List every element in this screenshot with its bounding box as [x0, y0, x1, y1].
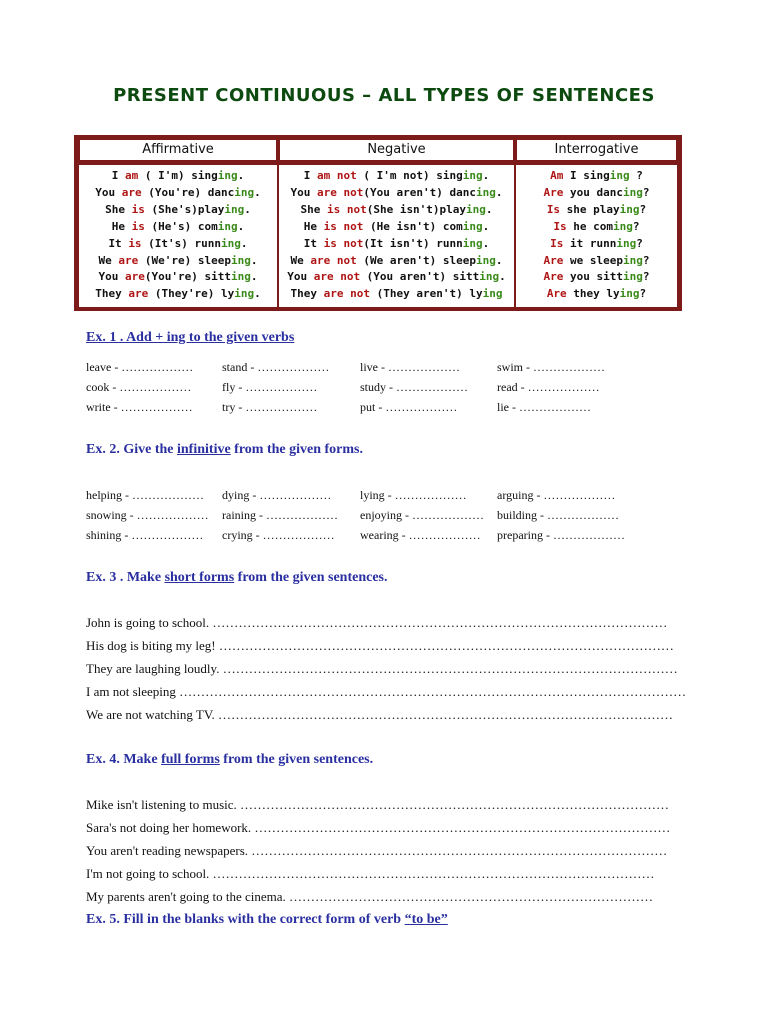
interrogative-part: ?	[642, 185, 650, 199]
affirmative-part: .	[237, 219, 245, 233]
interrogative-part: you danc	[563, 185, 623, 199]
affirmative-sentence	[79, 286, 277, 303]
negative-part: ing	[462, 169, 483, 182]
affirmative-part: ing	[230, 253, 251, 267]
interrogative-part: it runn	[563, 236, 617, 250]
negative-sentence	[279, 185, 514, 202]
ex2-word-item: raining - ………………	[222, 508, 338, 522]
affirmative-part: (You're) danc	[141, 185, 235, 199]
negative-part: (They aren't) ly	[370, 287, 483, 301]
interrogative-sentence	[516, 253, 677, 270]
interrogative-part: ?	[642, 253, 650, 267]
interrogative-part: Am	[550, 169, 564, 182]
affirmative-part: are	[118, 253, 139, 267]
interrogative-sentence	[516, 219, 677, 236]
negative-part: are not	[323, 287, 370, 301]
affirmative-part: (You're) sitt	[144, 270, 231, 284]
affirmative-part: is	[131, 219, 145, 233]
interrogative-part: ing	[613, 219, 633, 233]
affirmative-part: ing	[224, 202, 245, 216]
ex3-sentence-item: We are not watching TV. ……………………………………………………………………………………………	[86, 707, 674, 722]
negative-part: are not	[310, 253, 357, 267]
affirmative-part: is	[131, 202, 145, 216]
negative-part: (You aren't) danc	[363, 185, 476, 199]
affirmative-part: .	[244, 202, 251, 216]
interrogative-part: Is	[546, 202, 561, 216]
exercise-5-label-start: Ex. 5. Fill in the blanks with the correct form of verb	[86, 912, 405, 927]
ex3-sentence-item: John is going to school. ……………………………………………………………………………………………	[86, 615, 668, 630]
negative-part: I	[303, 169, 318, 182]
exercise-3-label-end: from the given sentences.	[234, 570, 388, 585]
negative-part: is not	[323, 219, 364, 233]
ex3-sentence-item: I am not sleeping ………………………………………………………………………………………………………	[86, 684, 686, 699]
ex4-sentence-item: My parents aren't going to the cinema. …………………………………………………………………………	[86, 889, 654, 904]
affirmative-part: ing	[230, 270, 251, 284]
negative-part: You	[290, 185, 318, 199]
ex2-word-item: helping - ………………	[86, 488, 204, 502]
exercise-2-label-end: from the given forms.	[230, 442, 363, 457]
negative-part: She	[300, 202, 327, 216]
ex2-word-item: dying - ………………	[222, 488, 332, 502]
affirmative-sentence	[79, 236, 277, 253]
negative-part: is not	[326, 202, 367, 216]
ex4-sentence-item: Sara's not doing her homework. ……………………………………………………………………………………	[86, 820, 671, 835]
negative-part: .	[499, 270, 506, 284]
negative-part: ing	[482, 287, 503, 301]
ex2-word-item: lying - ………………	[360, 488, 467, 502]
affirmative-part: (She's)play	[144, 202, 225, 216]
interrogative-sentence	[516, 168, 677, 185]
affirmative-part: (It's) runn	[141, 236, 222, 250]
ex4-sentence-item: You aren't reading newspapers. ……………………………………………………………………………………	[86, 843, 668, 858]
affirmative-part: ing	[217, 169, 238, 182]
affirmative-sentence	[79, 168, 277, 185]
negative-part: am not	[317, 169, 357, 182]
exercise-1-label: Ex. 1 . Add + ing to the given verbs	[86, 330, 295, 345]
negative-sentence	[279, 269, 514, 286]
exercise-2-label-underlined: infinitive	[177, 442, 231, 457]
negative-part: are not	[317, 185, 364, 199]
ex3-sentence-item: His dog is biting my leg! ……………………………………………………………………………………………	[86, 638, 674, 653]
interrogative-part: ing	[622, 270, 643, 284]
ex1-word-item: read - ………………	[497, 380, 600, 394]
interrogative-part: ing	[622, 185, 643, 199]
negative-part: (You aren't) sitt	[360, 270, 480, 284]
interrogative-part: ?	[642, 270, 650, 284]
negative-part: is not	[323, 236, 364, 250]
interrogative-part: Is	[550, 236, 564, 250]
affirmative-part: They	[95, 287, 129, 301]
affirmative-part: .	[254, 185, 261, 199]
interrogative-part: Are	[543, 253, 564, 267]
negative-sentence	[279, 168, 514, 185]
negative-part: We	[290, 253, 311, 267]
ex1-word-item: lie - ………………	[497, 400, 591, 414]
affirmative-sentence	[79, 219, 277, 236]
ex2-word-item: building - ………………	[497, 508, 619, 522]
interrogative-part: Is	[553, 219, 567, 233]
negative-part: ing	[475, 253, 496, 267]
interrogative-sentence	[516, 202, 677, 219]
exercise-4-label-end: from the given sentences.	[219, 752, 374, 767]
interrogative-part: ?	[639, 202, 647, 216]
negative-part: .	[482, 236, 490, 250]
affirmative-part: ing	[221, 236, 241, 250]
affirmative-part: ing	[234, 185, 255, 199]
interrogative-part: you sitt	[563, 270, 623, 284]
interrogative-part: he com	[566, 219, 614, 233]
affirmative-part: I	[111, 169, 125, 182]
affirmative-part: You	[98, 270, 126, 284]
negative-part: .	[482, 219, 490, 233]
interrogative-part: they ly	[566, 287, 620, 301]
affirmative-part: are	[121, 185, 142, 199]
ex2-word-item: snowing - ………………	[86, 508, 209, 522]
exercise-2-label-start: Ex. 2. Give the	[86, 442, 177, 457]
affirmative-part: ing	[217, 219, 238, 233]
affirmative-column	[79, 165, 277, 307]
header-interrogative: Interrogative	[516, 139, 677, 161]
grammar-table	[74, 135, 682, 311]
negative-part: They	[290, 287, 324, 301]
ex1-word-item: leave - ………………	[86, 360, 194, 374]
interrogative-part: ing	[619, 202, 640, 216]
affirmative-part: .	[250, 270, 258, 284]
interrogative-part: ing	[616, 236, 637, 250]
affirmative-part: are	[125, 270, 145, 284]
exercise-5-label-underlined: “to be”	[404, 912, 448, 927]
interrogative-column	[516, 165, 677, 307]
affirmative-part: .	[254, 287, 261, 301]
negative-part: He	[303, 219, 324, 233]
ex4-sentence-item: Mike isn't listening to music. ………………………………………………………………………………………	[86, 797, 670, 812]
negative-part: .	[482, 169, 490, 182]
exercise-4-label-underlined: full forms	[161, 752, 220, 767]
header-affirmative: Affirmative	[79, 139, 277, 161]
affirmative-part: are	[128, 287, 149, 301]
ex1-word-item: try - ………………	[222, 400, 318, 414]
ex3-sentence-item: They are laughing loudly. ……………………………………………………………………………………………	[86, 661, 678, 676]
negative-part: ing	[479, 270, 500, 284]
ex1-word-item: swim - ………………	[497, 360, 605, 374]
interrogative-sentence	[516, 286, 677, 303]
affirmative-part: He	[111, 219, 132, 233]
interrogative-part: ing	[622, 253, 643, 267]
affirmative-part: .	[240, 236, 248, 250]
ex1-word-item: write - ………………	[86, 400, 193, 414]
negative-part: ( I'm not) sing	[356, 169, 463, 182]
interrogative-part: ?	[629, 169, 643, 182]
affirmative-sentence	[79, 185, 277, 202]
interrogative-part: ?	[636, 236, 643, 250]
exercise-4-heading	[86, 752, 373, 768]
interrogative-sentence	[516, 185, 677, 202]
negative-sentence	[279, 253, 514, 270]
affirmative-part: ing	[234, 287, 255, 301]
affirmative-sentence	[79, 269, 277, 286]
affirmative-part: We	[98, 253, 119, 267]
affirmative-part: (We're) sleep	[138, 253, 231, 267]
interrogative-part: ?	[632, 219, 640, 233]
ex2-word-item: enjoying - ………………	[360, 508, 484, 522]
negative-part: (We aren't) sleep	[356, 253, 476, 267]
interrogative-sentence	[516, 269, 677, 286]
negative-part: (It isn't) runn	[363, 236, 463, 250]
negative-part: (She isn't)play	[366, 202, 467, 216]
exercise-1-heading	[86, 330, 294, 346]
ex1-word-item: cook - ………………	[86, 380, 192, 394]
interrogative-part: ing	[609, 169, 630, 182]
affirmative-part: ( I'm) sing	[138, 169, 218, 182]
negative-sentence	[279, 202, 514, 219]
affirmative-part: .	[237, 169, 245, 182]
negative-sentence	[279, 286, 514, 303]
ex1-word-item: fly - ………………	[222, 380, 318, 394]
affirmative-part: You	[95, 185, 122, 199]
ex1-word-item: live - ………………	[360, 360, 460, 374]
exercise-3-label-underlined: short forms	[164, 570, 235, 585]
ex2-word-item: shining - ………………	[86, 528, 204, 542]
affirmative-part: (He's) com	[144, 219, 218, 233]
affirmative-part: .	[250, 253, 258, 267]
negative-part: .	[485, 202, 493, 216]
affirmative-part: She	[105, 202, 132, 216]
exercise-4-label-start: Ex. 4. Make	[86, 752, 162, 767]
ex2-word-item: crying - ………………	[222, 528, 335, 542]
affirmative-part: am	[125, 169, 139, 182]
negative-part: It	[303, 236, 324, 250]
negative-column	[279, 165, 514, 307]
negative-part: (He isn't) com	[363, 219, 463, 233]
ex1-word-item: study - ………………	[360, 380, 468, 394]
interrogative-sentence	[516, 236, 677, 253]
affirmative-sentence	[79, 202, 277, 219]
affirmative-part: is	[128, 236, 142, 250]
negative-part: .	[495, 253, 503, 267]
negative-part: ing	[475, 185, 496, 199]
header-negative: Negative	[279, 139, 514, 161]
affirmative-sentence	[79, 253, 277, 270]
affirmative-part: It	[108, 236, 129, 250]
interrogative-part: Are	[546, 287, 567, 301]
ex2-word-item: wearing - ………………	[360, 528, 481, 542]
page-title: PRESENT CONTINUOUS – ALL TYPES OF SENTENCES	[113, 85, 655, 106]
negative-part: ing	[466, 202, 486, 216]
interrogative-part: I sing	[563, 169, 610, 182]
negative-part: ing	[462, 219, 483, 233]
interrogative-part: Are	[543, 270, 564, 284]
ex4-sentence-item: I'm not going to school. …………………………………………………………………………………………	[86, 866, 655, 881]
ex1-word-item: stand - ………………	[222, 360, 330, 374]
exercise-2-heading	[86, 442, 363, 458]
interrogative-part: ?	[639, 287, 647, 301]
negative-sentence	[279, 219, 514, 236]
negative-part: are not	[313, 270, 361, 284]
exercise-3-heading	[86, 570, 388, 586]
interrogative-part: ing	[619, 287, 640, 301]
exercise-5-heading	[86, 912, 448, 928]
ex1-word-item: put - ………………	[360, 400, 458, 414]
interrogative-part: Are	[543, 185, 564, 199]
negative-part: ing	[462, 236, 483, 250]
negative-sentence	[279, 236, 514, 253]
ex2-word-item: arguing - ………………	[497, 488, 616, 502]
affirmative-part: (They're) ly	[148, 287, 235, 301]
exercise-3-label-start: Ex. 3 . Make	[86, 570, 165, 585]
ex2-word-item: preparing - ………………	[497, 528, 625, 542]
negative-part: You	[287, 270, 314, 284]
interrogative-part: we sleep	[563, 253, 623, 267]
interrogative-part: she play	[560, 202, 620, 216]
negative-part: .	[495, 185, 503, 199]
